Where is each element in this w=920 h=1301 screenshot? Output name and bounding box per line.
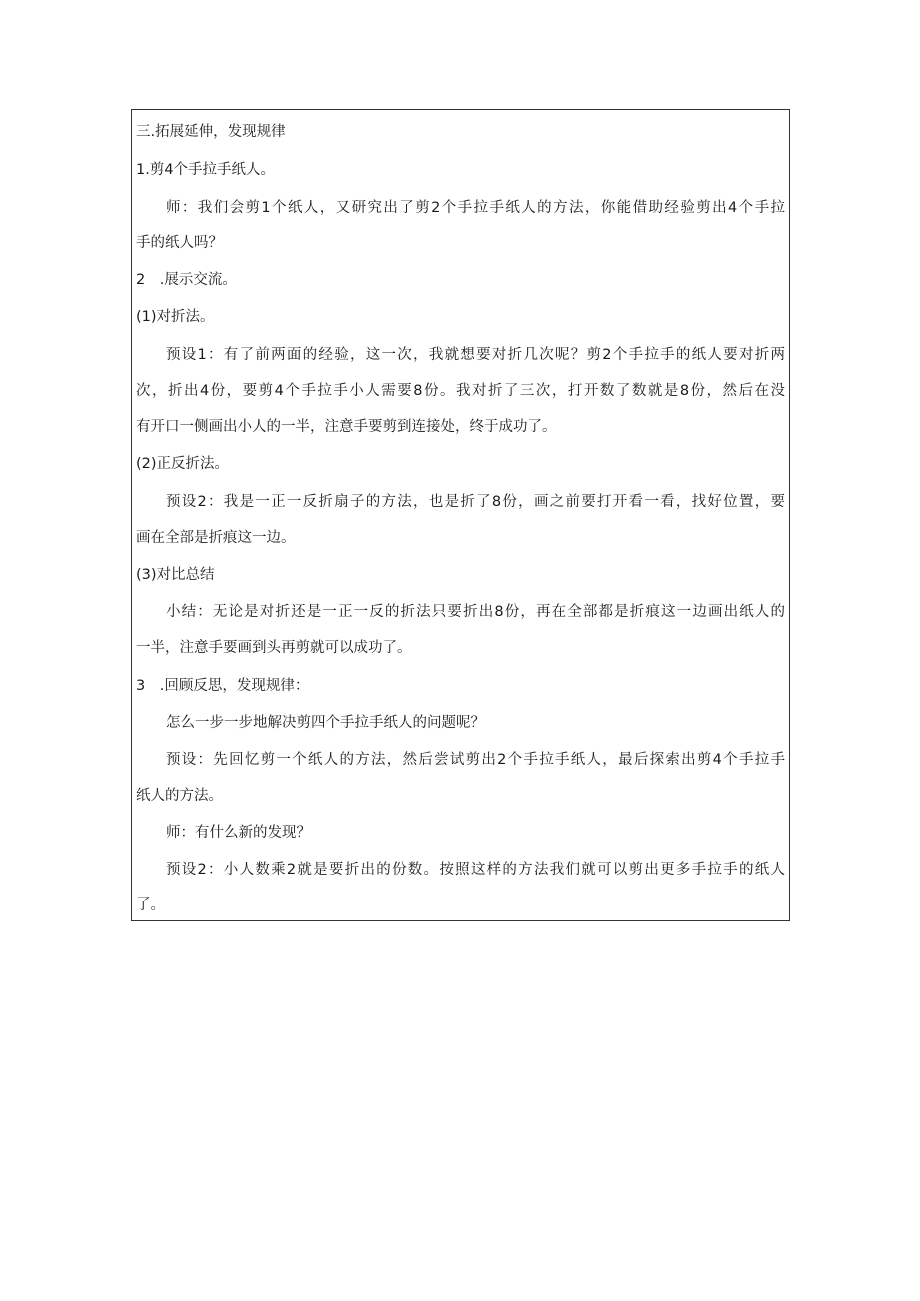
step3-heading: 3 .回顾反思，发现规律： bbox=[136, 678, 310, 694]
method2-line1: 预设2：我是一正一反折扇子的方法，也是折了8份，画之前要打开看一看，找好位置，要 bbox=[166, 494, 785, 510]
method3-line2: 一半，注意手要画到头再剪就可以成功了。 bbox=[136, 640, 412, 656]
step3-preset2-line1: 预设2：小人数乘2就是要折出的份数。按照这样的方法我们就可以剪出更多手拉手的纸人 bbox=[166, 862, 785, 878]
step1-teacher-line2: 手的纸人吗？ bbox=[136, 235, 223, 251]
method2-line2: 画在全部是折痕这一边。 bbox=[136, 530, 296, 546]
method2-heading: (2)正反折法。 bbox=[136, 456, 230, 472]
method3-heading: (3)对比总结 bbox=[136, 567, 215, 583]
step3-preset1-line1: 预设：先回忆剪一个纸人的方法，然后尝试剪出2个手拉手纸人，最后探索出剪4个手拉手 bbox=[166, 752, 785, 768]
step2-heading: 2 .展示交流。 bbox=[136, 272, 237, 288]
step3-preset2-line2: 了。 bbox=[136, 897, 165, 913]
step1-heading: 1.剪4个手拉手纸人。 bbox=[136, 162, 276, 178]
step3-teacher: 师：有什么新的发现？ bbox=[166, 825, 311, 841]
step3-preset1-line2: 纸人的方法。 bbox=[136, 788, 223, 804]
step1-teacher-line1: 师：我们会剪1个纸人，又研究出了剪2个手拉手纸人的方法，你能借助经验剪出4个手拉 bbox=[166, 200, 785, 216]
method1-line3: 有开口一侧画出小人的一半，注意手要剪到连接处，终于成功了。 bbox=[136, 419, 557, 435]
content-table-cell bbox=[131, 109, 790, 921]
method3-line1: 小结：无论是对折还是一正一反的折法只要折出8份，再在全部都是折痕这一边画出纸人的 bbox=[166, 604, 785, 620]
method1-heading: (1)对折法。 bbox=[136, 309, 215, 325]
method1-line2: 次，折出4份，要剪4个手拉手小人需要8份。我对折了三次，打开数了数就是8份，然后在没 bbox=[136, 383, 785, 399]
method1-line1: 预设1：有了前两面的经验，这一次，我就想要对折几次呢？剪2个手拉手的纸人要对折两 bbox=[166, 347, 785, 363]
step3-question: 怎么一步一步地解决剪四个手拉手纸人的问题呢？ bbox=[166, 715, 485, 731]
section-title: 三.拓展延伸，发现规律 bbox=[136, 124, 286, 140]
